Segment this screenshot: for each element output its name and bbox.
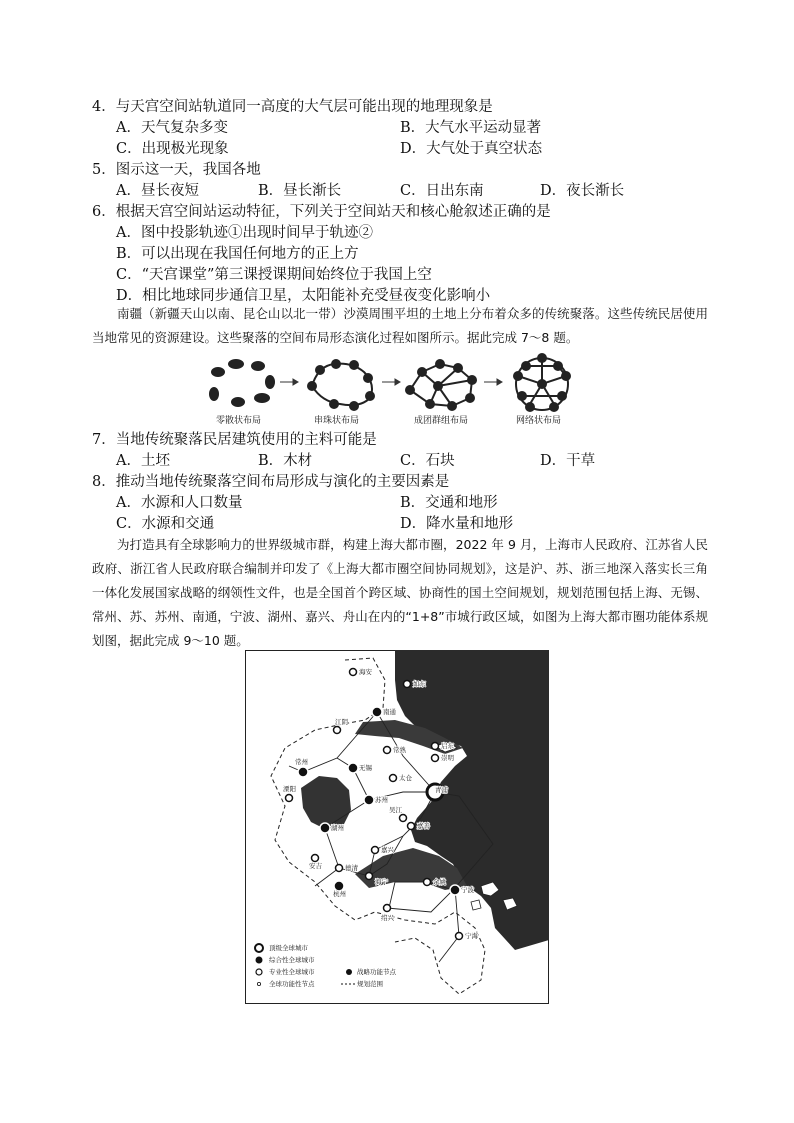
- question-5-option-d: D．夜长渐长: [540, 183, 625, 199]
- question-7-stem: 7．当地传统聚落民居建筑使用的主料可能是: [92, 432, 377, 448]
- map-city-marker: [432, 743, 439, 750]
- map-city-2: [404, 679, 427, 688]
- svg-text:战略功能节点: 战略功能节点: [357, 968, 396, 976]
- map-city-label: 宁海: [465, 932, 478, 940]
- svg-text:规划范围: 规划范围: [357, 980, 383, 988]
- map-city-label: 青浦: [435, 786, 448, 794]
- arrow-3: [484, 379, 502, 385]
- map-city-4: [432, 741, 455, 750]
- map-city-marker: [334, 727, 341, 734]
- map-city-10: [390, 773, 413, 782]
- network-layout-graphic: [513, 353, 571, 412]
- map-city-marker: [424, 879, 431, 886]
- map-city-label: 绍兴: [381, 914, 394, 922]
- map-city-marker: [320, 823, 330, 833]
- svg-text:综合性全球城市: 综合性全球城市: [269, 956, 315, 964]
- question-7-option-d: D．干草: [540, 453, 596, 469]
- passage-settlements: 南疆（新疆天山以南、昆仑山以北一带）沙漠周围平坦的土地上分布着众多的传统聚落。这些传统民居使用当地常见的资源建设。这些聚落的空间布局形态演化过程如图所示。据此完成 7～8 题。: [92, 306, 708, 345]
- map-city-6: [384, 745, 407, 754]
- map-city-marker: [348, 763, 358, 773]
- question-4-option-d: D．大气处于真空状态: [400, 141, 543, 157]
- map-city-marker: [372, 707, 382, 717]
- map-city-marker: [350, 669, 357, 676]
- map-city-marker: [404, 681, 411, 688]
- question-7-option-b: B．木材: [258, 453, 313, 469]
- map-city-label: 杭州: [333, 890, 346, 898]
- question-8-stem: 8．推动当地传统聚落空间布局形成与演化的主要因素是: [92, 474, 450, 490]
- map-city-marker: [384, 747, 391, 754]
- svg-text:顶级全球城市: 顶级全球城市: [269, 944, 308, 952]
- map-city-19: [333, 881, 346, 898]
- question-7-option-a: A．土坯: [116, 453, 170, 469]
- map-city-marker: [384, 905, 391, 912]
- question-8-option-a: A．水源和人口数量: [116, 495, 243, 511]
- map-city-label: 溧阳: [283, 785, 296, 793]
- question-6-option-d: D．相比地球同步通信卫星，太阳能补充受昼夜变化影响小: [116, 288, 491, 304]
- question-4-option-c: C．出现极光现象: [116, 141, 229, 157]
- map-city-label: 安吉: [309, 862, 322, 870]
- map-city-marker: [298, 767, 308, 777]
- map-city-marker: [450, 885, 460, 895]
- map-city-label: 常州: [295, 758, 308, 766]
- question-8-option-d: D．降水量和地形: [400, 516, 514, 532]
- map-city-marker: [366, 873, 373, 880]
- map-city-24: [456, 931, 479, 940]
- shanghai-metro-map: [245, 650, 549, 1004]
- map-city-21: [424, 877, 447, 886]
- label-network: 网络状布局: [516, 416, 562, 426]
- question-4-option-a: A．天气复杂多变: [116, 120, 228, 136]
- map-city-label: 德清: [345, 864, 358, 872]
- scattered-layout-graphic: [209, 359, 275, 407]
- svg-text:专业性全球城市: 专业性全球城市: [269, 968, 315, 976]
- map-city-13: [320, 823, 344, 833]
- question-8-option-c: C．水源和交通: [116, 516, 215, 532]
- question-4-option-b: B．大气水平运动显著: [400, 120, 542, 136]
- svg-text:全球功能性节点: 全球功能性节点: [269, 980, 315, 988]
- question-5-option-b: B．昼长渐长: [258, 183, 342, 199]
- map-city-1: [350, 667, 373, 676]
- map-city-9: [348, 763, 373, 773]
- question-8-option-b: B．交通和地形: [400, 495, 498, 511]
- map-city-marker: [400, 815, 407, 822]
- question-7-option-c: C．石块: [400, 453, 455, 469]
- map-city-marker: [456, 933, 463, 940]
- question-6-option-b: B．可以出现在我国任何地方的正上方: [116, 246, 359, 262]
- question-5-stem: 5．图示这一天，我国各地: [92, 162, 261, 178]
- question-6-stem: 6．根据天宫空间站运动特征，下列关于空间站天和核心舱叙述正确的是: [92, 204, 551, 220]
- settlement-evolution-figure: [200, 352, 600, 420]
- map-city-marker: [372, 847, 379, 854]
- arrow-1: [280, 379, 298, 385]
- map-city-label: 江阴: [335, 718, 348, 726]
- map-city-marker: [286, 795, 293, 802]
- map-city-marker: [336, 865, 343, 872]
- question-6-option-c: C．“天宫课堂”第三课授课期间始终位于我国上空: [116, 267, 432, 283]
- label-scattered: 零散状布局: [216, 416, 262, 426]
- question-5-option-a: A．昼长夜短: [116, 183, 199, 199]
- question-6-option-a: A．图中投影轨迹①出现时间早于轨迹②: [116, 225, 373, 241]
- map-city-label: 启东: [441, 742, 454, 750]
- map-city-label: 海安: [359, 668, 372, 676]
- map-city-label: 余姚: [433, 878, 446, 886]
- map-city-label: 吴江: [389, 806, 402, 814]
- map-city-label: 湖州: [331, 824, 344, 832]
- question-4-stem: 4．与天宫空间站轨道同一高度的大气层可能出现的地理现象是: [92, 99, 493, 115]
- map-city-marker: [432, 755, 439, 762]
- label-clustered: 成团群组布局: [414, 416, 469, 426]
- map-city-label: 无锡: [359, 764, 372, 772]
- map-city-label: 嘉兴: [381, 846, 394, 854]
- map-city-label: 南通: [383, 708, 396, 716]
- map-city-marker: [364, 795, 374, 805]
- question-5-option-c: C．日出东南: [400, 183, 484, 199]
- map-city-18: [372, 845, 395, 854]
- arrow-2: [382, 379, 400, 385]
- map-city-3: [372, 707, 397, 717]
- map-city-22: [450, 885, 475, 895]
- map-city-marker: [390, 775, 397, 782]
- map-city-14: [408, 821, 431, 830]
- map-city-12: [364, 795, 388, 805]
- passage-shanghai-metro: 为打造具有全球影响力的世界级城市群，构建上海大都市圈，2022 年 9 月，上海市人民政府、江苏省人民政府、浙江省人民政府联合编制并印发了《上海大都市圈空间协同规划》，这是沪、苏、浙三地深入落实长三角一体化发展国家战略的纲领性文件，也是全国首个跨区域、协商性的国土空间规划，规划范围包括上海、无锡、常州、苏、苏州、南通，宁波、湖州、嘉兴、舟山在内的“1+8”市城行政区域，如图为上海大都市圈功能体系规划图，据此完成 9～10 题。: [92, 537, 708, 648]
- map-city-label: 嘉善: [417, 822, 430, 830]
- map-city-17: [336, 863, 359, 872]
- map-city-label: 宁波: [461, 886, 474, 894]
- label-beaded: 串珠状布局: [314, 416, 360, 426]
- map-city-label: 崇明: [441, 754, 454, 762]
- map-city-label: 苏州: [375, 796, 388, 804]
- map-city-label: 海宁: [375, 878, 388, 886]
- map-city-marker: [408, 823, 415, 830]
- clustered-layout-graphic: [405, 359, 477, 411]
- map-city-label: 常熟: [393, 746, 406, 754]
- map-city-label: 太仓: [399, 774, 412, 782]
- map-city-7: [432, 753, 455, 762]
- map-city-label: 如东: [413, 680, 426, 688]
- beaded-layout-graphic: [307, 359, 375, 411]
- map-city-marker: [312, 855, 319, 862]
